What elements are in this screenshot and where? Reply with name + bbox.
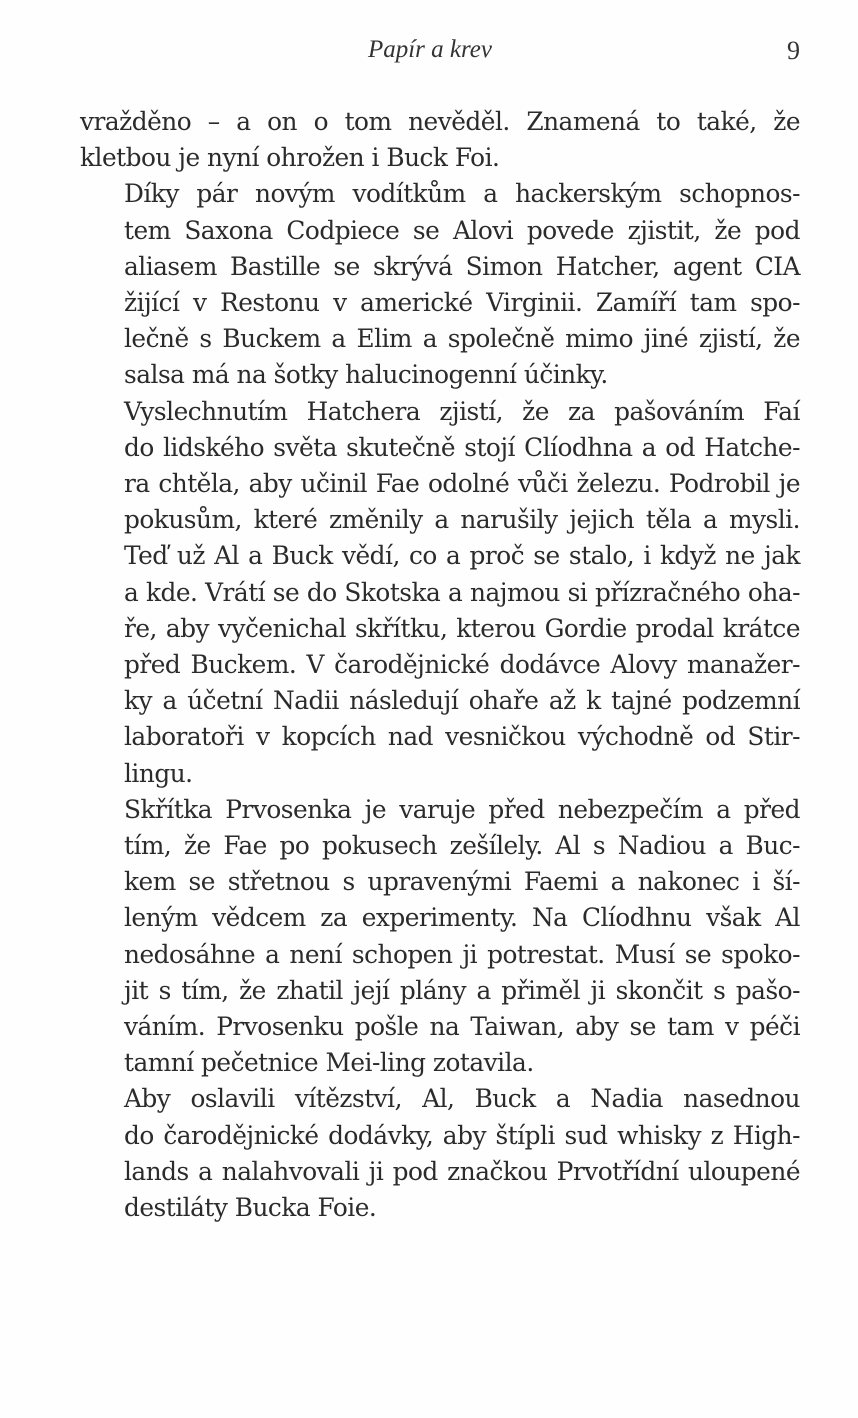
running-header <box>0 36 858 70</box>
text-line: do lidského světa skutečně stojí Clíodhna a od Hatche- <box>124 432 800 462</box>
text-line: nedosáhne a není schopen ji potrestat. Musí se spoko- <box>124 939 800 969</box>
paragraph <box>80 104 800 176</box>
paragraph <box>80 1081 800 1226</box>
text-line: vražděno – a on o tom nevěděl. Znamená to také, že <box>80 107 800 136</box>
text-line: lands a nalahvovali ji pod značkou Prvotřídní uloupené <box>124 1156 800 1186</box>
text-line: aliasem Bastille se skrývá Simon Hatcher, agent CIA <box>124 251 800 281</box>
text-line: a kde. Vrátí se do Skotska a najmou si přízračného oha- <box>124 577 800 607</box>
text-line: leným vědcem za experimenty. Na Clíodhnu však Al <box>124 903 800 933</box>
text-line: váním. Prvosenku pošle na Taiwan, aby se tam v péči <box>124 1012 800 1042</box>
text-line: lečně s Buckem a Elim a společně mimo jiné zjistí, že <box>124 324 800 354</box>
paragraph <box>80 394 800 792</box>
paragraph <box>80 792 800 1082</box>
paragraph <box>80 176 800 393</box>
text-line: jit s tím, že zhatil její plány a přiměl ji skončit s pašo- <box>124 975 800 1005</box>
text-line: Díky pár novým vodítkům a hackerským schopnos- <box>124 179 800 209</box>
text-line: tím, že Fae po pokusech zešílely. Al s Nadiou a Buc- <box>124 831 800 861</box>
text-line: kletbou je nyní ohrožen i Buck Foi. <box>80 143 500 173</box>
text-line: ky a účetní Nadii následují ohaře až k tajné podzemní <box>124 686 800 716</box>
text-line: ře, aby vyčenichal skřítku, kterou Gordie prodal krátce <box>124 613 800 643</box>
body-text <box>80 104 800 1226</box>
text-line: pokusům, které změnily a narušily jejich těla a mysli. <box>124 505 800 535</box>
text-line: kem se střetnou s upravenými Faemi a nakonec i ší- <box>124 867 800 897</box>
text-line: Aby oslavili vítězství, Al, Buck a Nadia nasednou <box>124 1084 800 1114</box>
running-title: Papír a krev <box>367 36 493 63</box>
text-line: Vyslechnutím Hatchera zjistí, že za pašováním Faí <box>124 396 800 426</box>
text-line: lingu. <box>124 758 193 788</box>
text-line: žijící v Restonu v americké Virginii. Zamíří tam spo- <box>124 288 800 318</box>
text-line: do čarodějnické dodávky, aby štípli sud whisky z High- <box>124 1120 800 1150</box>
text-line: destiláty Bucka Foie. <box>124 1193 377 1223</box>
text-line: ra chtěla, aby učinil Fae odolné vůči železu. Podrobil je <box>124 469 800 499</box>
text-line: tamní pečetnice Mei-ling zotavila. <box>124 1048 534 1078</box>
page-number: 9 <box>787 36 800 65</box>
text-line: salsa má na šotky halucinogenní účinky. <box>124 360 608 390</box>
text-line: Teď už Al a Buck vědí, co a proč se stalo, i když ne jak <box>124 541 800 571</box>
text-line: Skřítka Prvosenka je varuje před nebezpečím a před <box>124 794 800 824</box>
text-line: před Buckem. V čarodějnické dodávce Alovy manažer- <box>124 650 800 680</box>
text-line: laboratoři v kopcích nad vesničkou východně od Stir- <box>124 722 800 752</box>
text-line: tem Saxona Codpiece se Alovi povede zjistit, že pod <box>124 215 800 245</box>
